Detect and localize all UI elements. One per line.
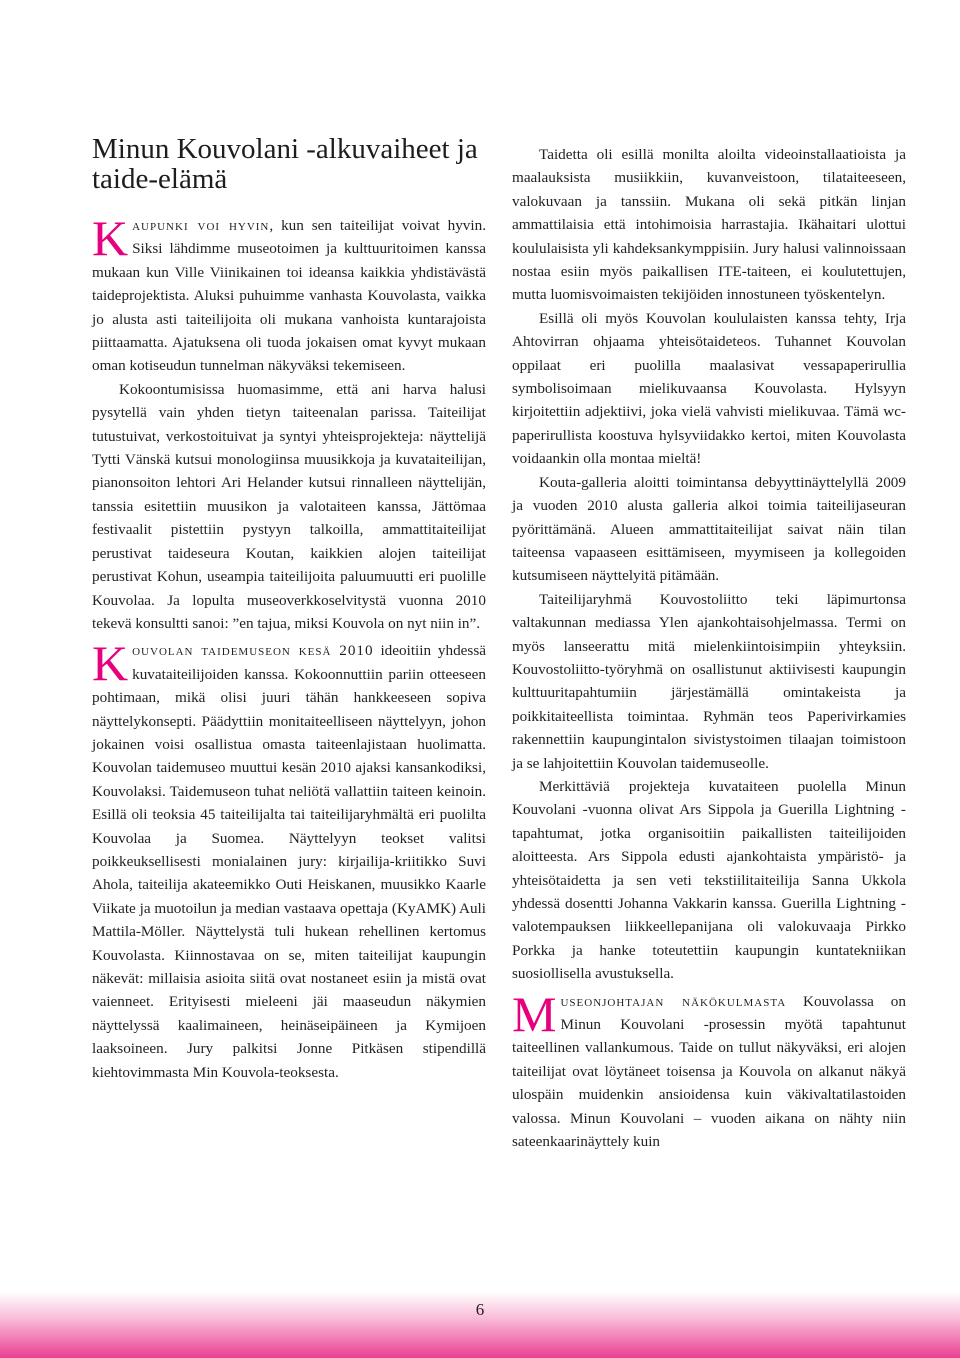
drop-cap: K <box>92 210 129 266</box>
lead-in: useonjohtajan näkökulmasta <box>560 992 787 1010</box>
paragraph-text: , kun sen taiteilijat voivat hyvin. Siksi lähdimme museotoimen ja kulttuuritoimen kanssa mukaan kun Ville Viinikainen toi ideansa kaikkia yhdistävästä taideprojektista. Aluksi puhuimme vanhasta Kouvolasta, vaikka jo alusta asti taiteilijoita oli mukana vanhoista kuntarajoista piittaamatta. Ajatuksena oli tuoda jokaisen omat kyvyt mukaan oman kotiseudun tunnelman näkyväksi tekemiseen. <box>92 217 486 375</box>
paragraph <box>92 210 486 378</box>
paragraph: Kokoontumisissa huomasimme, että ani harva halusi pysytellä vain yhden tietyn taiteenalan parissa. Taiteilijat tutustuivat, verkostoituivat ja syntyi yhteisprojekteja: näyttelijä Tytti Vänskä kutsui monologiinsa muusikkoja ja kuvataiteilijan, pianonsoiton lehtori Ari Helander kutsui rinnalleen näyttelijän, tanssia esitettiin muusikon ja valotaiteen kanssa, Jättömaa festivaalit pistettiin pystyyn talkoilla, ammattitaiteilijat perustivat taideseura Koutan, kaikkien alojen taiteilijat perustivat Kohun, useampia taiteilijoita paluumuutti eri puolille Kouvolaa. Ja lopulta museoverkkoselvitystä vuonna 2010 tekevä konsultti sanoi: ”en tajua, miksi Kouvola on nyt niin in”. <box>92 380 486 632</box>
paragraph: Taidetta oli esillä monilta aloilta videoinstallaatioista ja maalauksista musiikkiin, kuvanveistoon, tilataiteeseen, valokuvaan ja tanssiin. Mukana oli sekä pitkän linjan ammattilaisia että intohimoisia harrastajia. Ikähaitari ulottui koululaisista yli kahdeksankymppisiin. Jury halusi valinnoissaan nostaa esiin myös paikallisen ITE-taiteen, ei koulutettujen, mutta luomisvoimaisten tekijöiden innostuneen työskentelyn. <box>512 146 906 304</box>
paragraph-text: Kouvolassa on Minun Kouvolani -prosessin myötä tapahtunut taiteellinen vallankumous. Taide on tullut näkyväksi, eri alojen taiteilijat ovat löytäneet toisensa ja Kouvola on alkanut näkyä ulospäin muidenkin ansioidensa kuin väkivaltatilastoiden valossa. Minun Kouvolani – vuoden aikana on nähty niin sateenkaarinäyttely kuin <box>512 992 906 1151</box>
right-column <box>512 143 906 1153</box>
lead-in: ouvolan taidemuseon kesä 2010 <box>132 642 374 660</box>
drop-cap: K <box>92 635 129 692</box>
paragraph <box>512 985 906 1154</box>
paragraph-text: ideoitiin yhdessä kuvataiteilijoiden kanssa. Kokoonnuttiin pariin otteeseen pohtimaan, mikä olisi juuri tähän hankkeeseen sopiva näyttelykonsepti. Päädyttiin monitaiteelliseen näyttelyyn, johon jokainen voisi osallistua omasta taiteenlajistaan huolimatta. Kouvolan taidemuseo muuttui kesän 2010 ajaksi kansankodiksi, Kouvolaksi. Taidemuseon tuhat neliötä vallattiin taiteen keinoin. Esillä oli teoksia 45 taiteilijalta tai taiteilijaryhmältä eri puolilta Kouvolaa ja Suomea. Näyttelyyn teokset valitsi poikkeuksellisesti monialainen jury: kirjailija-kriitikko Suvi Ahola, taiteilija akateemikko Outi Heiskanen, muusikko Kaarle Viikate ja muotoilun ja median vastaava opettaja (KyAMK) Auli Mattila-Möller. Näyttelystä tuli hukean rehellinen kertomus Kouvolasta. Kiinnostavaa on se, miten taiteilijat kaupungin näkevät: millaisia asioita siitä ovat nostaneet esiin ja mistä ovat vaienneet. Erityisesti mieleeni jäi maaseudun näkymien näyttelyssä kaalimaineen, heinäseipäineen ja Kymijoen laaksoineen. Jury palkitsi Jonne Pitkäsen stipendillä kiehtovimmasta Min Kouvola-teoksesta. <box>92 642 486 1081</box>
lead-in: aupunki voi hyvin <box>132 217 270 234</box>
paragraph: Taiteilijaryhmä Kouvostoliitto teki läpimurtonsa valtakunnan mediassa Ylen ajankohtaisohjelmassa. Termi on myös lanseerattu mitä mielenkiintoisimpiin yhteyksiin. Kouvostoliitto-työryhmä on osallistunut aktiivisesti kaupungin kulttuuritapahtumiin järjestämällä omintakeista ja poikkitaiteellista toimintaa. Ryhmän teos Paperivirkamies rakennettiin kaupungintalon sivistystoimen tilaajan toimistoon ja se lahjoitettiin Kouvolan taidemuseolle. <box>512 590 906 772</box>
paragraph: Kouta-galleria aloitti toimintansa debyyttinäyttelyllä 2009 ja vuoden 2010 alusta galleria alkoi toimia taiteilijaseuran pyörittämänä. Alueen ammattitaiteilijat saivat näin tilan taiteensa vapaaseen esittämiseen, myymiseen ja kollegoiden kutsumiseen näyttelyitä pitämään. <box>512 473 906 585</box>
paragraph: Esillä oli myös Kouvolan koululaisten kanssa tehty, Irja Ahtovirran ohjaama yhteisötaideteos. Tuhannet Kouvolan oppilaat eri puolilla maalasivat vessapaperirullia symbolisoimaan mielikuvaansa Kouvolasta. Hylsyyn kirjoitettiin adjektiivi, joka vielä vahvisti mielikuvaa. Tämä wc-paperirullista koostuva hylsyviidakko kertoi, miten Kouvolasta voidaankin olla montaa mieltä! <box>512 309 906 468</box>
paragraph <box>92 635 486 1084</box>
drop-cap: M <box>512 985 557 1042</box>
page-number: 6 <box>475 1300 485 1319</box>
left-column <box>92 210 486 1084</box>
paragraph: Merkittäviä projekteja kuvataiteen puolella Minun Kouvolani -vuonna olivat Ars Sippola ja Guerilla Lightning -tapahtumat, jotka organisoitiin paikallisten taiteilijoiden aloitteesta. Ars Sippola edusti ajankohtaista ympäristö- ja yhteisötaidetta ja sen veti tekstiilitaiteilija Sanna Ukkola yhdessä dosentti Johanna Vakkarin kanssa. Guerilla Lightning -valotempauksen liikkeellepanijana oli valokuvaaja Pirkko Porkka ja hanke toteutettiin kaupungin kuntatekniikan suosiollisella avustuksella. <box>512 777 906 983</box>
page-title: Minun Kouvolani -alkuvaiheet ja taide-elämä <box>92 133 478 195</box>
